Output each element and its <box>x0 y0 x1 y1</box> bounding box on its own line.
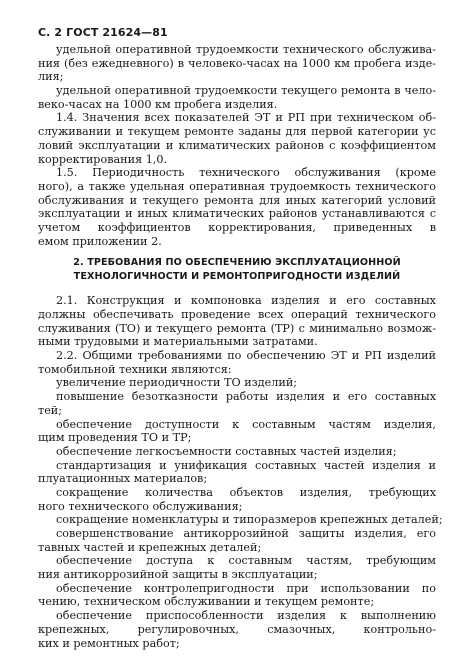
list-item: обеспечение контролепригодности при использовании по <box>56 581 436 595</box>
list-item: сокращение номенклатуры и типоразмеров крепежных деталей; <box>56 513 443 527</box>
text-line: емом приложении 2. <box>38 234 162 248</box>
text-line: веко-часах на 1000 км пробега изделия. <box>38 97 278 111</box>
section-title: ТЕХНОЛОГИЧНОСТИ И РЕМОНТОПРИГОДНОСТИ ИЗДЕЛИЙ <box>73 271 401 283</box>
text-line: 2.2. Общими требованиями по обеспечению ЭТ и РП изделий <box>56 349 436 363</box>
list-item: повышение безотказности работы изделия и его составных <box>56 390 436 404</box>
text-line: ния (без ежедневного) в человеко-часах на 1000 км пробега изде- <box>38 56 436 70</box>
text-line: ния антикоррозийной защиты в эксплуатации; <box>38 568 318 582</box>
standard-number: ГОСТ 21624—81 <box>66 26 168 39</box>
list-item: обеспечение легкосъемности составных частей изделия; <box>56 444 397 458</box>
text-line: ного), а также удельная оперативная трудоемкость технического <box>38 179 436 193</box>
section-title: 2. ТРЕБОВАНИЯ ПО ОБЕСПЕЧЕНИЮ ЭКСПЛУАТАЦИОННОЙ <box>73 257 401 269</box>
text-line: плуатационных материалов; <box>38 472 208 486</box>
text-line: должны обеспечивать проведение всех операций технического <box>38 308 436 321</box>
text-line: удельной оперативной трудоемкости текущего ремонта в чело- <box>56 84 436 98</box>
spacer <box>38 284 436 294</box>
text-line: ловий эксплуатации и климатических районов с коэффициентом <box>38 138 436 152</box>
text-line: удельной оперативной трудоемкости технического обслужива- <box>56 43 436 56</box>
text-line: служивания (ТО) и текущего ремонта (ТР) с минимально возмож- <box>38 321 436 335</box>
list-item: совершенствование антикоррозийной защиты изделия, его <box>56 527 436 540</box>
text-line: щим проведения ТО и ТР; <box>38 431 192 445</box>
text-line: ких и ремонтных работ; <box>38 636 180 650</box>
list-item: сокращение количества объектов изделия, требующих <box>56 485 436 499</box>
text-line: 1.5. Периодичность технического обслуживания (кроме <box>56 166 436 180</box>
text-line: обслуживания и текущего ремонта для иных категорий условий <box>38 193 436 207</box>
text-line: служивании и текущем ремонте заданы для первой категории ус <box>38 125 436 139</box>
page-number: С. 2 <box>38 26 63 39</box>
text-line: 1.4. Значения всех показателей ЭТ и РП при техническом об- <box>56 111 436 125</box>
text-line: томобильной техники являются: <box>38 362 232 376</box>
text-line: лия; <box>38 70 64 84</box>
list-item: обеспечение приспособленности изделия к выполнению <box>56 609 436 623</box>
document-body <box>38 43 443 650</box>
spacer <box>38 248 436 256</box>
text-line: крепежных, регулировочных, смазочных, контрольно- <box>38 622 436 636</box>
text-line: чению, техническом обслуживании и текущем ремонте; <box>38 595 375 609</box>
text-line: эксплуатации и иных климатических районов устанавливаются с <box>38 207 436 221</box>
text-line: 2.1. Конструкция и компоновка изделия и его составных <box>56 294 436 308</box>
text-line: тей; <box>38 403 63 417</box>
list-item: обеспечение доступности к составным частям изделия, <box>56 417 436 431</box>
text-line: ного технического обслуживания; <box>38 499 243 513</box>
text-line: ными трудовыми и материальными затратами. <box>38 335 318 349</box>
page-header <box>38 26 168 39</box>
list-item: обеспечение доступа к составным частям, требующим <box>56 554 436 568</box>
text-line: корректирования 1,0. <box>38 152 168 166</box>
text-line: тавных частей и крепежных деталей; <box>38 540 262 554</box>
list-item: увеличение периодичности ТО изделий; <box>56 376 298 390</box>
text-line: учетом коэффициентов корректирования, приведенных в <box>38 220 436 234</box>
list-item: стандартизация и унификация составных частей изделия и <box>56 458 436 472</box>
